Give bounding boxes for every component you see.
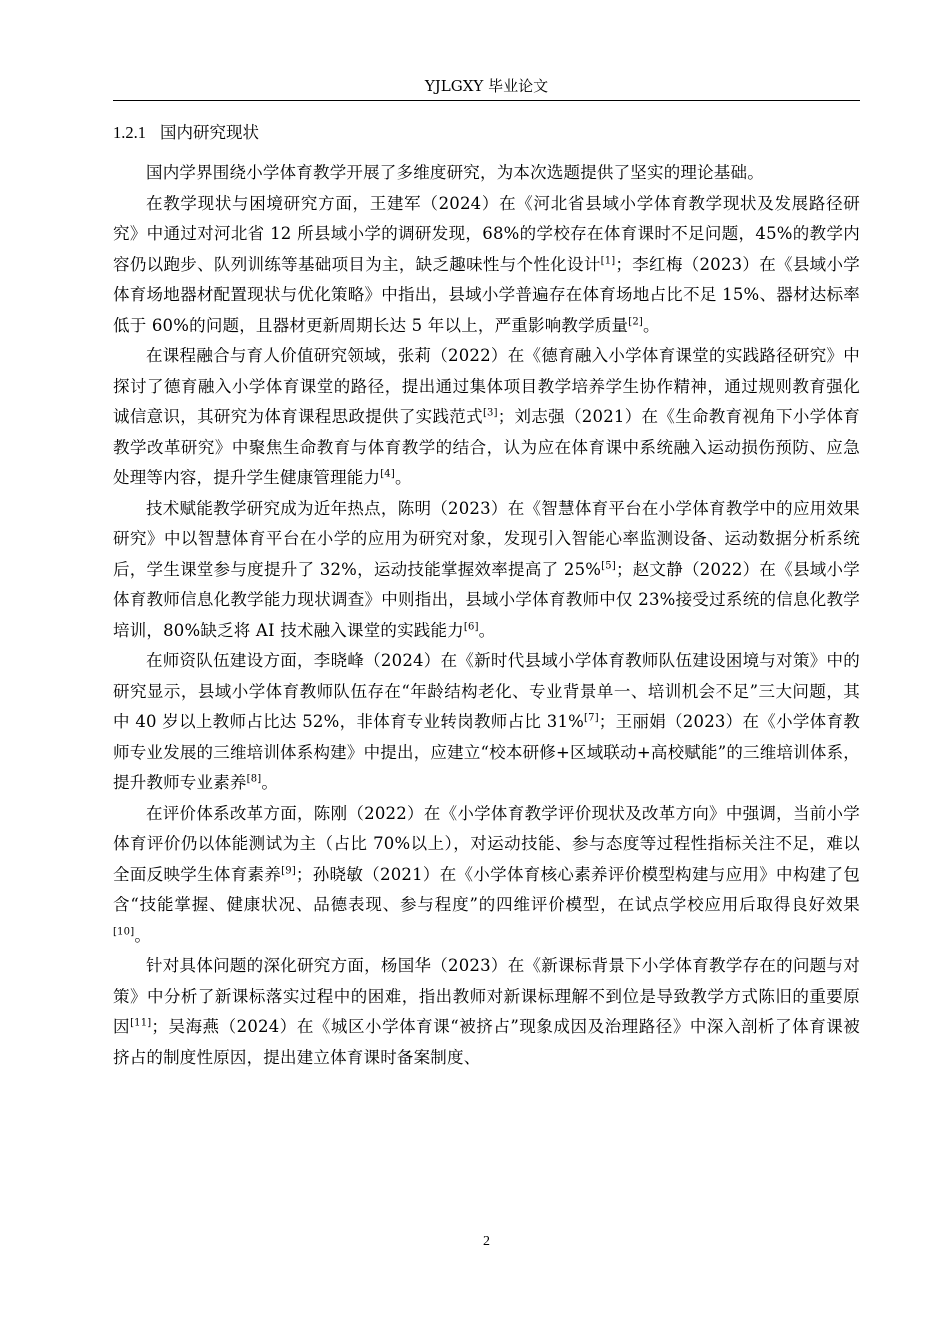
citation: [10] [113,926,135,937]
running-header: YJLGXY 毕业论文 [424,77,549,95]
paragraph: 在课程融合与育人价值研究领域，张莉（2022）在《德育融入小学体育课堂的实践路径研究》中探讨了德育融入小学体育课堂的路径，提出通过集体项目教学培养学生协作精神，通过规则教育强化诚信意识，其研究为体育课程思政提供了实践范式[3]；刘志强（2021）在《生命教育视角下小学体育教学改革研究》中聚焦生命教育与体育教学的结合，认为应在体育课中系统融入运动损伤预防、应急处理等内容，提升学生健康管理能力[4]。 [113,346,861,487]
citation: [2] [628,316,643,327]
paragraph: 技术赋能教学研究成为近年热点，陈明（2023）在《智慧体育平台在小学体育教学中的应用效果研究》中以智慧体育平台在小学的应用为研究对象，发现引入智能心率监测设备、运动数据分析系统后，学生课堂参与度提升了 32%，运动技能掌握效率提高了 25%[5]；赵文静（2022）在《县域小学体育教师信息化教学能力现状调查》中则指出，县域小学体育教师中仅 23%接受过系统的信息化教学培训，80%缺乏将 AI 技术融入课堂的实践能力[6]。 [113,498,860,640]
citation: [4] [380,468,395,480]
section-heading [113,121,860,145]
paragraph: 针对具体问题的深化研究方面，杨国华（2023）在《新课标背景下小学体育教学存在的问题与对策》中分析了新课标落实过程中的困难，指出教师对新课标理解不到位是导致教学方式陈旧的重要原因[11]；吴海燕（2024）在《城区小学体育课“被挤占”现象成因及治理路径》中深入剖析了体育课被挤占的制度性原因，提出建立体育课时备案制度、 [113,956,861,1067]
citation: [7] [584,712,599,724]
paragraph: 国内学界围绕小学体育教学开展了多维度研究，为本次选题提供了坚实的理论基础。 [146,163,764,182]
citation: [5] [601,560,616,571]
section-title: 国内研究现状 [160,123,259,142]
paragraph: 在教学现状与困境研究方面，王建军（2024）在《河北省县域小学体育教学现状及发展路径研究》中通过对河北省 12 所县域小学的调研发现，68%的学校存在体育课时不足问题，45%的教学内容仍以跑步、队列训练等基础项目为主，缺乏趣味性与个性化设计[1]；李红梅（2023）在《县域小学体育场地器材配置现状与优化策略》中指出，县域小学普遍存在体育场地占比不足 15%、器材达标率低于 60%的问题，且器材更新周期长达 5 年以上，严重影响教学质量[2]。 [113,193,860,335]
citation: [9] [281,865,296,876]
citation: [11] [130,1017,152,1029]
page-body [113,121,860,1073]
section-number: 1.2.1 [113,123,146,142]
citation: [3] [482,407,498,419]
page-number: 2 [483,1234,490,1249]
citation: [6] [463,621,479,632]
citation: [1] [600,255,616,266]
header-rule [113,100,860,101]
citation: [8] [246,773,262,785]
paragraph: 在评价体系改革方面，陈刚（2022）在《小学体育教学评价现状及改革方向》中强调，当前小学体育评价仍以体能测试为主（占比 70%以上），对运动技能、参与态度等过程性指标关注不足，难以全面反映学生体育素养[9]；孙晓敏（2021）在《小学体育核心素养评价模型构建与应用》中构建了包含“技能掌握、健康状况、品德表现、参与程度”的四维评价模型，在试点学校应用后取得良好效果[10]。 [113,803,860,945]
paragraph: 在师资队伍建设方面，李晓峰（2024）在《新时代县域小学体育教师队伍建设困境与对策》中的研究显示，县域小学体育教师队伍存在“年龄结构老化、专业背景单一、培训机会不足”三大问题，其中 40 岁以上教师占比达 52%，非体育专业转岗教师占比 31%[7]；王丽娟（2023）在《小学体育教师专业发展的三维培训体系构建》中提出，应建立“校本研修+区域联动+高校赋能”的三维培训体系，提升教师专业素养[8]。 [113,651,860,792]
